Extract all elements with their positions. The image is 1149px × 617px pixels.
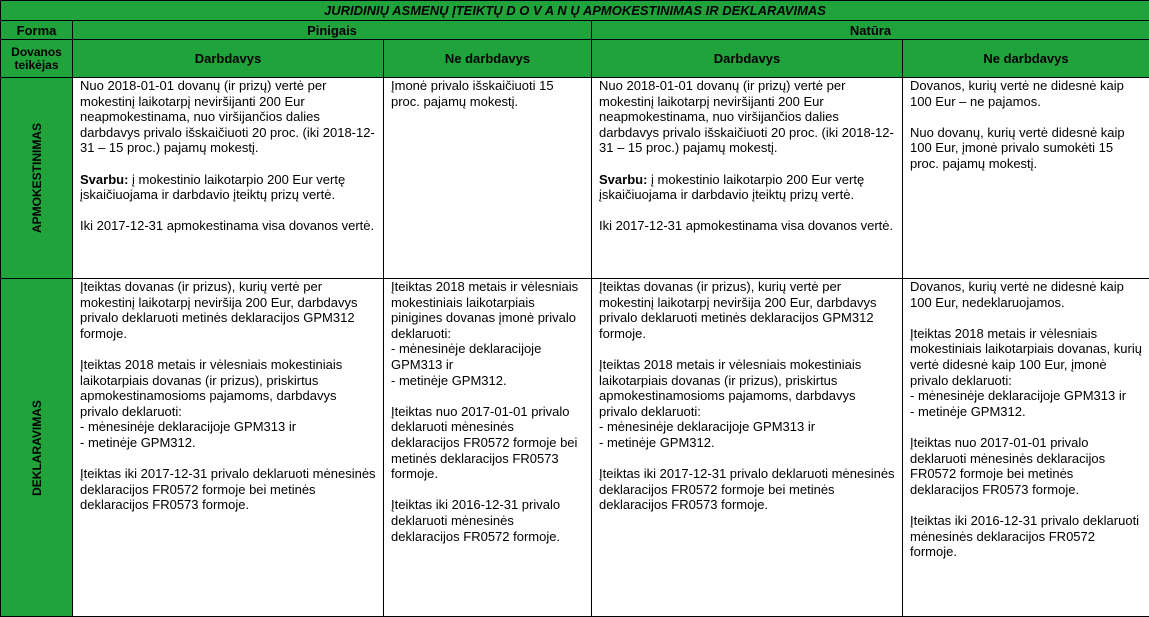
cell-paragraph: Dovanos, kurių vertė ne didesnė kaip 100 Eur, nedeklaruojamos.: [910, 279, 1142, 310]
cell-paragraph: Įteiktas 2018 metais ir vėlesniais mokestiniais laikotarpiais dovanas, kurių vertė didesnė kaip 100 Eur, įmonė privalo deklaruoti: - mėnesinėje deklaracijoje GPM313 ir - metinėje GPM312.: [910, 326, 1142, 420]
important-label: Svarbu:: [599, 172, 647, 187]
important-label: Svarbu:: [80, 172, 128, 187]
cell-paragraph: [80, 172, 376, 203]
cell-paragraph: Iki 2017-12-31 apmokestinama visa dovanos vertė.: [80, 218, 376, 234]
pinigais-ne-darbdavys-header: Ne darbdavys: [384, 40, 592, 78]
table-title: JURIDINIŲ ASMENŲ ĮTEIKTŲ D O V A N Ų APMOKESTINIMAS IR DEKLARAVIMAS: [1, 1, 1149, 21]
cell-paragraph: Įteiktas iki 2017-12-31 privalo deklaruoti mėnesinės deklaracijos FR0572 formoje bei metinės deklaracijos FR0573 formoje.: [80, 466, 376, 513]
forma-header: Forma: [1, 21, 73, 40]
cell-paragraph: Įteiktas iki 2016-12-31 privalo deklaruoti mėnesinės deklaracijos FR0572 formoje.: [391, 497, 584, 544]
cell-paragraph: Įteiktas nuo 2017-01-01 privalo deklaruoti mėnesinės deklaracijos FR0572 formoje bei metinės deklaracijos FR0573 formoje.: [910, 435, 1142, 497]
cell-paragraph: Įteiktas iki 2016-12-31 privalo deklaruoti mėnesinės deklaracijos FR0572 formoje.: [910, 513, 1142, 560]
cell-paragraph: Įteiktas 2018 metais ir vėlesniais mokestiniais laikotarpiais dovanas (ir prizus), priskirtus apmokestinamosioms pajamoms, darbdavys privalo deklaruoti: - mėnesinėje deklaracijoje GPM313 ir - metinėje GPM312.: [80, 357, 376, 451]
cell-paragraph: Įteiktas iki 2017-12-31 privalo deklaruoti mėnesinės deklaracijos FR0572 formoje bei metinės deklaracijos FR0573 formoje.: [599, 466, 895, 513]
important-text: į mokestinio laikotarpio 200 Eur vertę įskaičiuojama ir darbdavio įteiktų prizų vertė.: [599, 172, 864, 203]
apmokestinimas-natura-ne-darbdavys-cell: [903, 78, 1149, 279]
teikejas-header: Dovanos teikėjas: [1, 40, 73, 78]
deklaravimas-natura-darbdavys-cell: [592, 279, 903, 617]
cell-paragraph: Įmonė privalo išskaičiuoti 15 proc. pajamų mokestį.: [391, 78, 584, 109]
cell-paragraph: Įteiktas 2018 metais ir vėlesniais mokestiniais laikotarpiais dovanas (ir prizus), priskirtus apmokestinamosioms pajamoms, darbdavys privalo deklaruoti: - mėnesinėje deklaracijoje GPM313 ir - metinėje GPM312.: [599, 357, 895, 451]
deklaravimas-natura-ne-darbdavys-cell: [903, 279, 1149, 617]
pinigais-darbdavys-header: Darbdavys: [73, 40, 384, 78]
apmokestinimas-row-label: [1, 78, 73, 279]
apmokestinimas-pinigais-darbdavys-cell: [73, 78, 384, 279]
apmokestinimas-pinigais-ne-darbdavys-cell: [384, 78, 592, 279]
important-text: į mokestinio laikotarpio 200 Eur vertę įskaičiuojama ir darbdavio įteiktų prizų vertė.: [80, 172, 345, 203]
natura-darbdavys-header: Darbdavys: [592, 40, 903, 78]
deklaravimas-label: DEKLARAVIMAS: [30, 400, 44, 496]
cell-paragraph: Nuo dovanų, kurių vertė didesnė kaip 100 Eur, įmonė privalo sumokėti 15 proc. pajamų mokestį.: [910, 125, 1142, 172]
deklaravimas-pinigais-darbdavys-cell: [73, 279, 384, 617]
cell-paragraph: Įteiktas dovanas (ir prizus), kurių vertė per mokestinį laikotarpį neviršija 200 Eur, darbdavys privalo deklaruoti metinės deklaracijos GPM312 formoje.: [599, 279, 895, 341]
cell-paragraph: Nuo 2018-01-01 dovanų (ir prizų) vertė per mokestinį laikotarpį neviršijanti 200 Eur neapmokestinama, nuo viršijančios dalies darbdavys privalo išskaičiuoti 20 proc. (iki 2018-12-31 – 15 proc.) pajamų mokestį.: [599, 78, 895, 156]
deklaravimas-row-label: [1, 279, 73, 617]
cell-paragraph: Dovanos, kurių vertė ne didesnė kaip 100 Eur – ne pajamos.: [910, 78, 1142, 109]
cell-paragraph: Įteiktas 2018 metais ir vėlesniais mokestiniais laikotarpiais pinigines dovanas įmonė privalo deklaruoti: - mėnesinėje deklaracijoje GPM313 ir - metinėje GPM312.: [391, 279, 584, 388]
cell-paragraph: Iki 2017-12-31 apmokestinama visa dovanos vertė.: [599, 218, 895, 234]
apmokestinimas-label: APMOKESTINIMAS: [30, 123, 44, 233]
apmokestinimas-natura-darbdavys-cell: [592, 78, 903, 279]
cell-paragraph: Įteiktas nuo 2017-01-01 privalo deklaruoti mėnesinės deklaracijos FR0572 formoje bei metinės deklaracijos FR0573 formoje.: [391, 404, 584, 482]
cell-paragraph: Įteiktas dovanas (ir prizus), kurių vertė per mokestinį laikotarpį neviršija 200 Eur, darbdavys privalo deklaruoti metinės deklaracijos GPM312 formoje.: [80, 279, 376, 341]
natura-header: Natūra: [592, 21, 1149, 40]
natura-ne-darbdavys-header: Ne darbdavys: [903, 40, 1149, 78]
cell-paragraph: [599, 172, 895, 203]
cell-paragraph: Nuo 2018-01-01 dovanų (ir prizų) vertė per mokestinį laikotarpį neviršijanti 200 Eur neapmokestinama, nuo viršijančios dalies darbdavys privalo išskaičiuoti 20 proc. (iki 2018-12-31 – 15 proc.) pajamų mokestį.: [80, 78, 376, 156]
deklaravimas-pinigais-ne-darbdavys-cell: [384, 279, 592, 617]
pinigais-header: Pinigais: [73, 21, 592, 40]
